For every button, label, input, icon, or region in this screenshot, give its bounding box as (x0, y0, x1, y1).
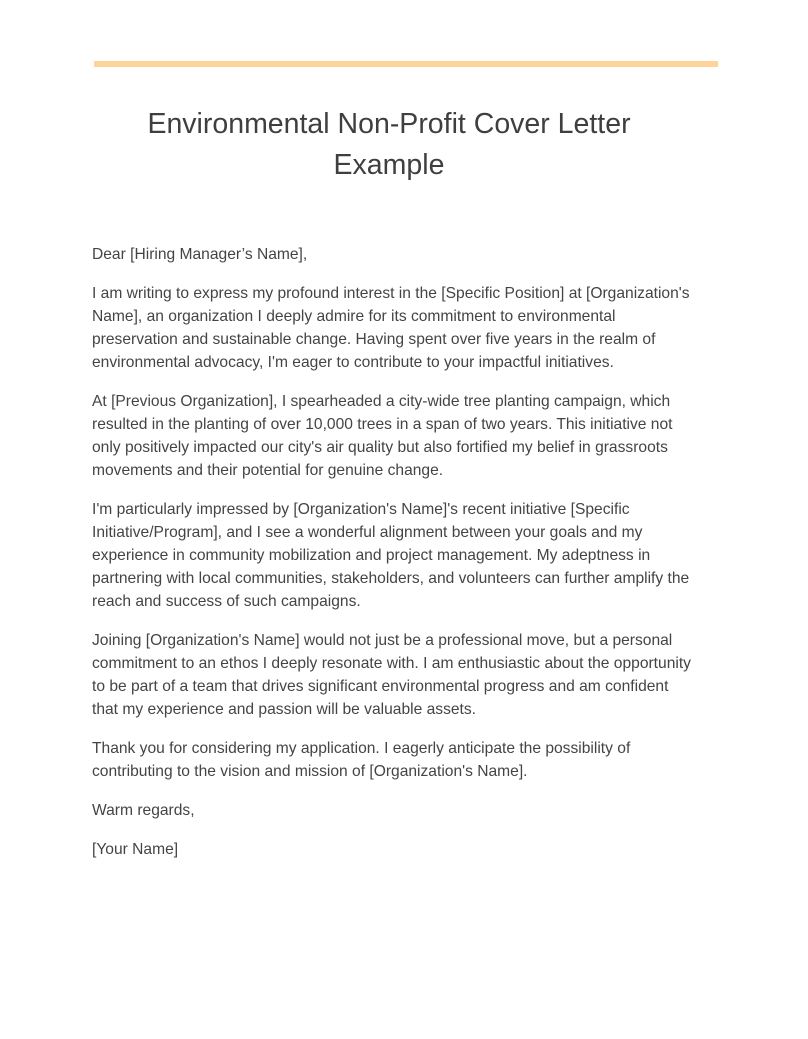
accent-bar (94, 61, 718, 67)
paragraph-experience: At [Previous Organization], I spearheaded a city-wide tree planting campaign, which resulted in the planting of over 10,000 trees in a span of two years. This initiative not only positively impacted our city's air quality but also fortified my belief in grassroots movements and their potential for genuine change. (92, 393, 673, 479)
signature: [Your Name] (92, 841, 179, 858)
paragraph-thanks: Thank you for considering my application. I eagerly anticipate the possibility of contributing to the vision and mission of [Organization's Name]. (92, 740, 631, 780)
closing: Warm regards, (92, 802, 195, 819)
page-title: Environmental Non-Profit Cover Letter Example (147, 108, 631, 181)
paragraph-intro: I am writing to express my profound interest in the [Specific Position] at [Organization's Name], an organization I deeply admire for its commitment to environmental preservation and sustainable change. Having spent over five years in the realm of environmental advocacy, I'm eager to contribute to your impactful initiatives. (92, 285, 690, 371)
paragraph-alignment: I'm particularly impressed by [Organization's Name]'s recent initiative [Specific Initiative/Program], and I see a wonderful alignment between your goals and my experience in community mobilization and project management. My adeptness in partnering with local communities, stakeholders, and volunteers can further amplify the reach and success of such campaigns. (92, 501, 690, 610)
salutation: Dear [Hiring Manager’s Name], (92, 246, 308, 263)
letter-body (92, 243, 692, 877)
paragraph-motivation: Joining [Organization's Name] would not just be a professional move, but a personal commitment to an ethos I deeply resonate with. I am enthusiastic about the opportunity to be part of a team that drives significant environmental progress and am confident that my experience and passion will be valuable assets. (92, 632, 691, 718)
